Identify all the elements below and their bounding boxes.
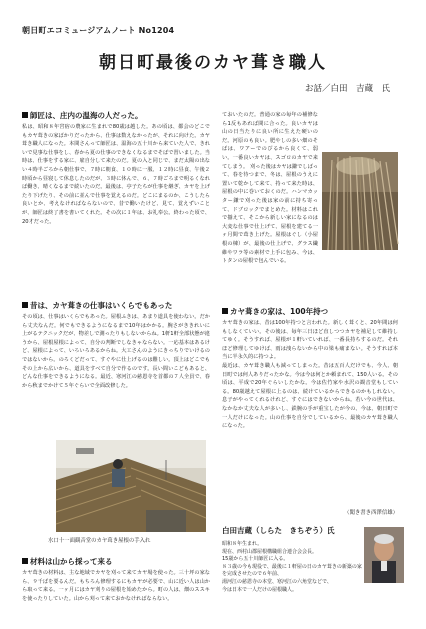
section-heading xyxy=(22,300,172,311)
section-heading xyxy=(22,110,143,121)
profile-text: 昭和８年生まれ。 現在、西村山郡屋根構職組合連合会会長。 15歳から五十川師匠に入る。 ８３歳の今も現役で、最後に１軒屋の日のカヤ葺きの新築の家を完成させたので６年前、 湯河江の慈恩寺の本堂、寒河江の六角堂などで、 今は日本で一人だけの屋根職人。 xyxy=(222,541,362,593)
series-label: 朝日町エコミュージアムノート No1204 xyxy=(22,26,175,35)
section-heading-text: カヤ葺きの家は、100年持つ xyxy=(230,307,329,316)
section-body: 私は、昭和８年宮宿の農家に生まれで80歳は越した。あの頃は、都会のどこでもカヤ葺きの家ばかりだったから、仕事は数えなかったが、それに向けた。カヤ葺き職人になった。本間さんって師匠は、温海の五十川から来ていた人で、きれいで見事な仕事をし、春から夏の仕事のできなくなるまでそばで習いました。当時は、仕事をする家に、雇自分して来たのだ。夏の入と同じで、まだ太陽の出ない４時半ごろから朝仕事で、７時に朝食、１０時に一服、１２時に昼食、午後２時頃から昼寝して休息したのだが、３時に休んで、６、７時ごろまで明るくなれば働き、晴くなるまで続いたのだ。最後は、亭子たちが仕事を継ぎ、カヤを上げたり下げたり、その前に並んで仕事を覚えるのだ。どこにまるのか、こうしたら良いとか、考えなければならないので、昔で働いたけど、見て、覚えずいことが、師匠は終了書を書いてくれた。その次に１年は、お礼奉公。終わった頃で、20才だった。 xyxy=(22,124,210,225)
thatch-bundle-photo xyxy=(322,152,398,250)
speaker-credit: お話／白田 吉蔵 氏 xyxy=(304,84,390,94)
bullet-square-icon xyxy=(22,112,28,118)
photo-caption: 水口十一面観音堂のカヤ葺き屋根の手入れ xyxy=(48,538,151,544)
section-body: カヤ葺きの材料は、主な地域でカヤを刈って来てカヤ場を使った。三十坪の家なら、９千ぱを要るんだ。もちろん修理するにもカヤが必要で、山に近い人は山から取って来る。一ヶ月にはカヤ刈りの屋根を始めたから。町の人は、畑のススキを使ったりしていた。山から刈って来ておかなければならない。 xyxy=(22,570,210,602)
bullet-square-icon xyxy=(222,308,228,314)
profile-name: 白田吉蔵（しらた きちぞう）氏 xyxy=(222,526,335,535)
portrait-photo xyxy=(364,527,404,583)
section-body: カヤ葺きの家は、昔は100年持つと言われた。新しく葺くと、20年間は何もしなくていい。その後は、毎年三日ほど直しつつカヤを補足して維持してゆく。そうすれば、屋根が１軒いていれば、一番長持ちするのだ。それほど修理してゆけば、雨は洩らないから中の梁も痛まない。そうすれば本当に半永久的に持つよ。 最近は、カヤ葺き職人も減ってしまった。昔は五百人だけでも、今人、朝日町では何人ありだったかな。今は今は何とか頼まれて、150人いる。その頃は、平成で20年ぐらいしたかな。今は佐竹家や水沢の観音堂もしている。80歳越えて屋根に上るのは、続けているからできるのかもしれない。息子がやってくれるけれど、すぐにはできないからね。若い今の世代は、なかなか丈夫な人が多いし、鉄腕の手が重宝したが今の、今は、朝日町で一人だけになった。山の仕事を自分でしているから、最後のカヤ葺き職人になった。 xyxy=(222,320,398,430)
bullet-square-icon xyxy=(22,302,28,308)
section-heading-text: 材料は山から採って来る xyxy=(30,557,113,566)
bullet-square-icon xyxy=(22,558,28,564)
section-body: その頃は、仕事はいくらでもあった。屋根ふきは、あまり道具を使わない。だから丈夫なんだ。何でもできるようになるまで10年はかかる。腕さがききれいに上がるテクニックだが、物差しで測ったりもしないからね。1軒1軒全部状態が違うから、屋根屋根によって、自分の判断でしなきゃならない。一応基本はあるけど、屋根によって、いろいろあるからね。大工さんのようにきっちりでいけるのではないから。のろくどだって、すぐやに仕上げるのは難しい。頂上はどこでもその上から広いから、道具をすべて自分で作るのです。長い間いこどもあると、どんな仕事をできるようになる。最近、寒河江の慈恩寺を首都の７人全員で、春から秋までかけて５年ぐらいで全面改修した。 xyxy=(22,314,210,389)
section-heading-text: 昔は、カヤ葺きの仕事はいくらでもあった xyxy=(30,301,173,310)
interviewer-note: （聞き書き西澤信雄） xyxy=(344,510,398,516)
section-heading-text: 師匠は、庄内の温海の人だった。 xyxy=(30,111,143,120)
section-heading xyxy=(222,306,328,317)
roof-repair-photo xyxy=(56,440,206,532)
section-heading xyxy=(22,556,113,567)
page-title: 朝日町最後のカヤ葺き職人 xyxy=(99,53,327,73)
section-body-continued: ておいたのだ。普通の家の毎年の補修なら1反もあれば間に合った。良いカヤは山の日当たりに良い所に生えた硬いのだ。河原のも良い。肥やしの多い畑のそばは、ワアーでのびるから良くて、弱い。一番良いカヤは、スゴロのカヤで来てしまう。 刈った後はカヤは鎌でしばって、春を待つまで、冬は、屋根のうえに置いて乾かして来て、持って来た時は、屋根の中に巻いておくのだ。ハンマカッター鎌で刈った後は家の前に持ち寄って、ドブロックでまとめた。材料はこれで揃えて、そこから新しい家になるのは大変な仕事で仕上げて、屋根を建てる一ヶ月間で葺き上げた。屋根はぐし（小屋根の棟）が、最後の仕上げで、グラス繊維やワラ等の素材で上手に包み、今は、トタンの屋根で包んでいる。 xyxy=(222,112,318,265)
